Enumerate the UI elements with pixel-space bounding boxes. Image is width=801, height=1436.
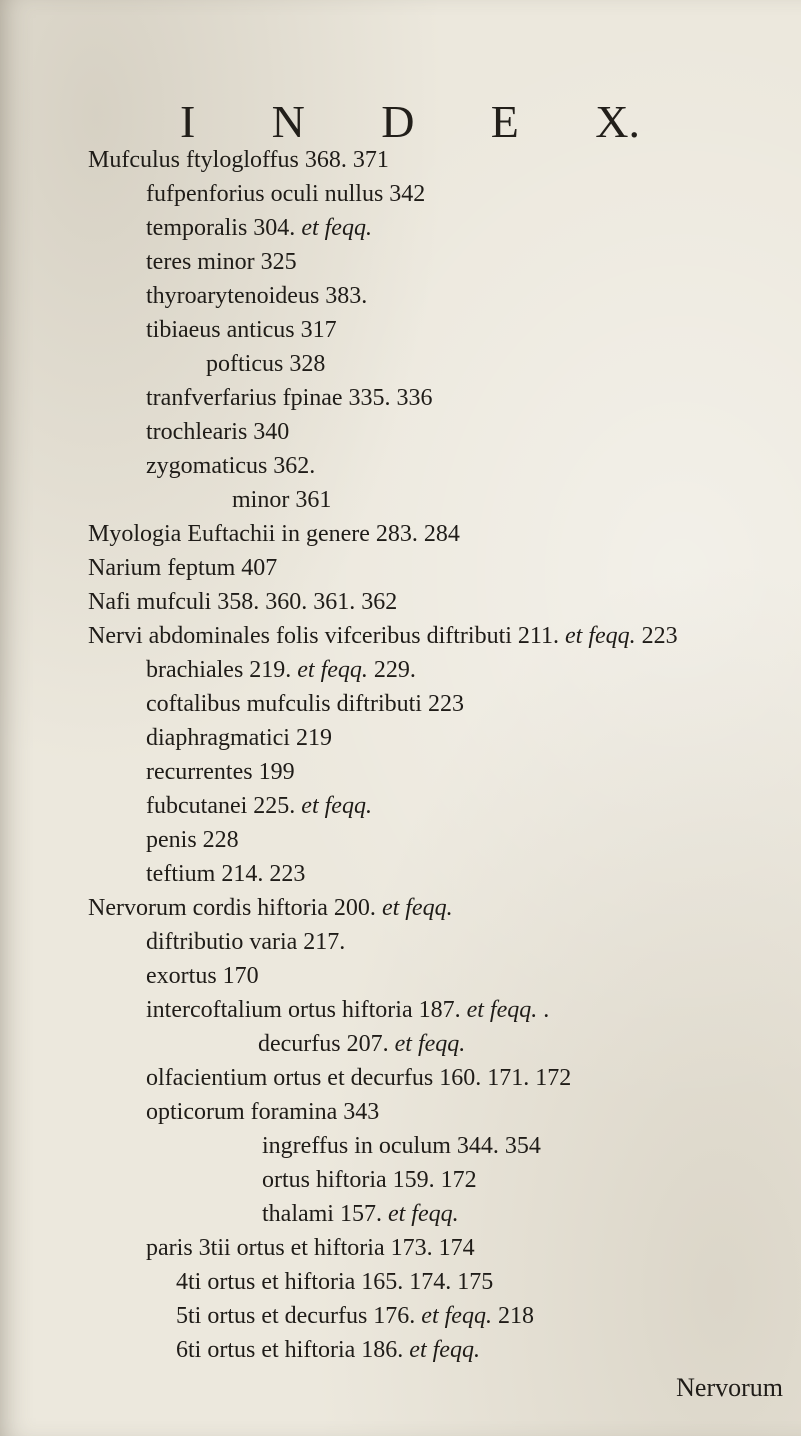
index-entry: pofticus 328 bbox=[206, 351, 326, 377]
header-letter-2: N bbox=[271, 96, 305, 147]
index-entry: thalami 157. et feqq. bbox=[262, 1201, 459, 1227]
index-entries bbox=[0, 145, 801, 1385]
index-entry: coftalibus mufculis diftributi 223 bbox=[146, 691, 464, 717]
index-entry: brachiales 219. et feqq. 229. bbox=[146, 657, 416, 683]
index-entry: fufpenforius oculi nullus 342 bbox=[146, 181, 426, 207]
index-entry: minor 361 bbox=[232, 487, 332, 513]
index-entry: fubcutanei 225. et feqq. bbox=[146, 793, 372, 819]
index-entry: diaphragmatici 219 bbox=[146, 725, 332, 751]
index-entry: tranfverfarius fpinae 335. 336 bbox=[146, 385, 433, 411]
header-letter-3: D bbox=[381, 96, 415, 147]
index-entry: Nervi abdominales folis vifceribus diftributi 211. et feqq. 223 bbox=[88, 623, 678, 649]
index-entry: zygomaticus 362. bbox=[146, 453, 316, 479]
index-entry: teftium 214. 223 bbox=[146, 861, 306, 887]
index-entry: penis 228 bbox=[146, 827, 239, 853]
index-entry: exortus 170 bbox=[146, 963, 259, 989]
header-letter-4: E bbox=[490, 96, 519, 147]
index-entry: 4ti ortus et hiftoria 165. 174. 175 bbox=[176, 1269, 494, 1295]
index-entry: diftributio varia 217. bbox=[146, 929, 346, 955]
index-entry: tibiaeus anticus 317 bbox=[146, 317, 337, 343]
index-entry: Narium feptum 407 bbox=[88, 555, 278, 581]
index-entry: thyroarytenoideus 383. bbox=[146, 283, 368, 309]
index-entry: decurfus 207. et feqq. bbox=[258, 1031, 466, 1057]
index-entry: Mufculus ftylogloffus 368. 371 bbox=[88, 147, 389, 173]
index-entry: ortus hiftoria 159. 172 bbox=[262, 1167, 477, 1193]
index-entry: opticorum foramina 343 bbox=[146, 1099, 380, 1125]
index-entry: Nafi mufculi 358. 360. 361. 362 bbox=[88, 589, 398, 615]
catchword: Nervorum bbox=[676, 1373, 783, 1402]
index-entry: Nervorum cordis hiftoria 200. et feqq. bbox=[88, 895, 453, 921]
header-letter-1: I bbox=[180, 96, 196, 147]
index-entry: paris 3tii ortus et hiftoria 173. 174 bbox=[146, 1235, 475, 1261]
index-entry: ingreffus in oculum 344. 354 bbox=[262, 1133, 541, 1159]
index-entry: olfacientium ortus et decurfus 160. 171. 172 bbox=[146, 1065, 572, 1091]
index-entry: recurrentes 199 bbox=[146, 759, 295, 785]
header-letter-5: X. bbox=[595, 96, 640, 147]
index-entry: 5ti ortus et decurfus 176. et feqq. 218 bbox=[176, 1303, 534, 1329]
index-entry: Myologia Euftachii in genere 283. 284 bbox=[88, 521, 460, 547]
index-entry: teres minor 325 bbox=[146, 249, 297, 275]
index-entry: trochlearis 340 bbox=[146, 419, 290, 445]
page-header bbox=[180, 95, 640, 148]
index-entry: temporalis 304. et feqq. bbox=[146, 215, 372, 241]
index-entry: intercoftalium ortus hiftoria 187. et feqq. . bbox=[146, 997, 550, 1023]
index-entry: 6ti ortus et hiftoria 186. et feqq. bbox=[176, 1337, 480, 1363]
